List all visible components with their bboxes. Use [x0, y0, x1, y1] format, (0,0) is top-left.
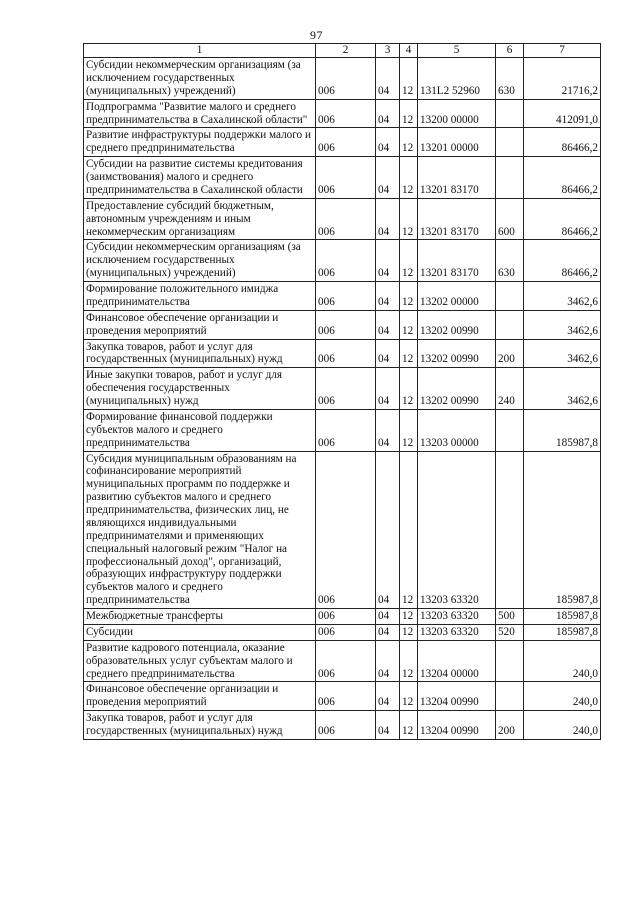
section-code: 04 [376, 58, 400, 100]
section-code: 04 [376, 99, 400, 128]
subsection-code: 12 [400, 624, 418, 640]
row-name: Закупка товаров, работ и услуг для государственных (муниципальных) нужд [84, 711, 316, 740]
ministry-code: 006 [316, 240, 376, 282]
row-name: Межбюджетные трансферты [84, 609, 316, 625]
section-code: 04 [376, 128, 400, 157]
section-code: 04 [376, 282, 400, 311]
table-row [84, 609, 601, 625]
expense-type-code: 630 [496, 240, 524, 282]
amount-value: 185987,8 [524, 409, 601, 451]
amount-value: 3462,6 [524, 282, 601, 311]
header-row [84, 44, 601, 58]
section-code: 04 [376, 240, 400, 282]
subsection-code: 12 [400, 282, 418, 311]
section-code: 04 [376, 339, 400, 368]
expense-type-code [496, 640, 524, 682]
table-row [84, 624, 601, 640]
target-article-code: 131L2 52960 [418, 58, 496, 100]
table-row [84, 640, 601, 682]
amount-value: 3462,6 [524, 368, 601, 410]
row-name: Подпрограмма "Развитие малого и среднего предпринимательства в Сахалинской области" [84, 99, 316, 128]
row-name: Предоставление субсидий бюджетным, автономным учреждениям и иным некоммерческим организациям [84, 198, 316, 240]
row-name: Развитие инфраструктуры поддержки малого и среднего предпринимательства [84, 128, 316, 157]
ministry-code: 006 [316, 310, 376, 339]
subsection-code: 12 [400, 711, 418, 740]
target-article-code: 13203 63320 [418, 451, 496, 609]
table-row [84, 368, 601, 410]
ministry-code: 006 [316, 282, 376, 311]
row-name: Иные закупки товаров, работ и услуг для обеспечения государственных (муниципальных) нужд [84, 368, 316, 410]
expense-type-code [496, 99, 524, 128]
target-article-code: 13200 00000 [418, 99, 496, 128]
target-article-code: 13201 83170 [418, 157, 496, 199]
expense-type-code: 200 [496, 339, 524, 368]
subsection-code: 12 [400, 58, 418, 100]
table-row [84, 157, 601, 199]
section-code: 04 [376, 682, 400, 711]
ministry-code: 006 [316, 711, 376, 740]
row-name: Субсидии [84, 624, 316, 640]
header-col-4: 4 [400, 44, 418, 58]
section-code: 04 [376, 198, 400, 240]
subsection-code: 12 [400, 339, 418, 368]
row-name: Закупка товаров, работ и услуг для государственных (муниципальных) нужд [84, 339, 316, 368]
ministry-code: 006 [316, 128, 376, 157]
amount-value: 185987,8 [524, 451, 601, 609]
table-row [84, 58, 601, 100]
table-row [84, 339, 601, 368]
subsection-code: 12 [400, 368, 418, 410]
table-row [84, 99, 601, 128]
amount-value: 240,0 [524, 682, 601, 711]
amount-value: 86466,2 [524, 198, 601, 240]
amount-value: 21716,2 [524, 58, 601, 100]
ministry-code: 006 [316, 157, 376, 199]
amount-value: 86466,2 [524, 128, 601, 157]
subsection-code: 12 [400, 682, 418, 711]
amount-value: 412091,0 [524, 99, 601, 128]
row-name: Субсидии некоммерческим организациям (за исключением государственных (муниципальных) учреждений) [84, 240, 316, 282]
expense-type-code: 240 [496, 368, 524, 410]
amount-value: 86466,2 [524, 240, 601, 282]
section-code: 04 [376, 157, 400, 199]
subsection-code: 12 [400, 609, 418, 625]
row-name: Субсидии на развитие системы кредитования (заимствования) малого и среднего предпринимательства в Сахалинской области [84, 157, 316, 199]
expense-type-code [496, 682, 524, 711]
ministry-code: 006 [316, 99, 376, 128]
amount-value: 3462,6 [524, 310, 601, 339]
expense-type-code: 520 [496, 624, 524, 640]
section-code: 04 [376, 409, 400, 451]
amount-value: 185987,8 [524, 624, 601, 640]
amount-value: 240,0 [524, 711, 601, 740]
subsection-code: 12 [400, 640, 418, 682]
subsection-code: 12 [400, 99, 418, 128]
ministry-code: 006 [316, 198, 376, 240]
row-name: Субсидии некоммерческим организациям (за исключением государственных (муниципальных) учреждений) [84, 58, 316, 100]
expense-type-code [496, 310, 524, 339]
expense-type-code [496, 282, 524, 311]
target-article-code: 13204 00000 [418, 640, 496, 682]
target-article-code: 13202 00990 [418, 339, 496, 368]
ministry-code: 006 [316, 58, 376, 100]
row-name: Формирование положительного имиджа предпринимательства [84, 282, 316, 311]
header-col-1: 1 [84, 44, 316, 58]
table-row [84, 310, 601, 339]
expense-type-code [496, 157, 524, 199]
target-article-code: 13203 00000 [418, 409, 496, 451]
header-col-3: 3 [376, 44, 400, 58]
table-header [84, 44, 601, 58]
expense-type-code: 630 [496, 58, 524, 100]
section-code: 04 [376, 451, 400, 609]
target-article-code: 13203 63320 [418, 624, 496, 640]
ministry-code: 006 [316, 368, 376, 410]
target-article-code: 13203 63320 [418, 609, 496, 625]
header-col-7: 7 [524, 44, 601, 58]
section-code: 04 [376, 609, 400, 625]
table-row [84, 451, 601, 609]
amount-value: 3462,6 [524, 339, 601, 368]
expense-type-code [496, 128, 524, 157]
subsection-code: 12 [400, 198, 418, 240]
subsection-code: 12 [400, 409, 418, 451]
amount-value: 185987,8 [524, 609, 601, 625]
expense-type-code [496, 409, 524, 451]
section-code: 04 [376, 310, 400, 339]
row-name: Субсидия муниципальным образованиям на софинансирование мероприятий муниципальных программ по поддержке и развитию субъектов малого и среднего предпринимательства, физических лиц, не являющихся индивидуальными предпринимателями и применяющих специальный налоговый режим "Налог на профессиональный доход", организаций, образующих инфраструктуру поддержки субъектов малого и среднего предпринимательства [84, 451, 316, 609]
section-code: 04 [376, 624, 400, 640]
table-row [84, 682, 601, 711]
ministry-code: 006 [316, 451, 376, 609]
expense-type-code: 600 [496, 198, 524, 240]
subsection-code: 12 [400, 310, 418, 339]
section-code: 04 [376, 640, 400, 682]
target-article-code: 13201 83170 [418, 198, 496, 240]
ministry-code: 006 [316, 624, 376, 640]
target-article-code: 13201 83170 [418, 240, 496, 282]
header-col-5: 5 [418, 44, 496, 58]
table-row [84, 240, 601, 282]
section-code: 04 [376, 368, 400, 410]
table-row [84, 282, 601, 311]
subsection-code: 12 [400, 240, 418, 282]
table-row [84, 409, 601, 451]
target-article-code: 13204 00990 [418, 682, 496, 711]
ministry-code: 006 [316, 640, 376, 682]
expense-type-code: 500 [496, 609, 524, 625]
table-row [84, 128, 601, 157]
table-row [84, 711, 601, 740]
ministry-code: 006 [316, 409, 376, 451]
amount-value: 86466,2 [524, 157, 601, 199]
page-number: 97 [310, 28, 323, 42]
ministry-code: 006 [316, 682, 376, 711]
row-name: Финансовое обеспечение организации и проведения мероприятий [84, 310, 316, 339]
row-name: Развитие кадрового потенциала, оказание образовательных услуг субъектам малого и среднего предпринимательства [84, 640, 316, 682]
target-article-code: 13204 00990 [418, 711, 496, 740]
table-row [84, 198, 601, 240]
budget-table [83, 43, 601, 740]
expense-type-code [496, 451, 524, 609]
target-article-code: 13201 00000 [418, 128, 496, 157]
section-code: 04 [376, 711, 400, 740]
target-article-code: 13202 00000 [418, 282, 496, 311]
expense-type-code: 200 [496, 711, 524, 740]
ministry-code: 006 [316, 609, 376, 625]
subsection-code: 12 [400, 128, 418, 157]
amount-value: 240,0 [524, 640, 601, 682]
target-article-code: 13202 00990 [418, 310, 496, 339]
target-article-code: 13202 00990 [418, 368, 496, 410]
header-col-6: 6 [496, 44, 524, 58]
row-name: Финансовое обеспечение организации и проведения мероприятий [84, 682, 316, 711]
subsection-code: 12 [400, 157, 418, 199]
table-body [84, 58, 601, 740]
ministry-code: 006 [316, 339, 376, 368]
row-name: Формирование финансовой поддержки субъектов малого и среднего предпринимательства [84, 409, 316, 451]
header-col-2: 2 [316, 44, 376, 58]
subsection-code: 12 [400, 451, 418, 609]
